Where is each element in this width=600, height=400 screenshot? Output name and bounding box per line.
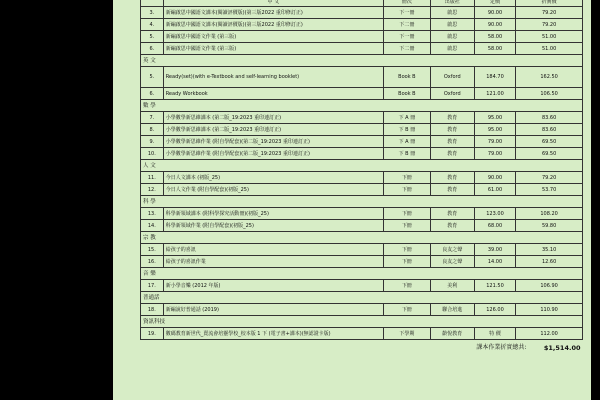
book-number: 13. [141,208,164,220]
book-row [141,220,583,232]
book-volume: 下冊 [384,220,431,232]
book-number: 3. [141,7,164,19]
book-number: 6. [141,43,164,55]
book-price: 39.00 [474,244,515,256]
book-volume: 下冊 [384,244,431,256]
book-publisher: 教育 [430,172,474,184]
section-title: 人 文 [141,160,583,172]
section-header-row [141,268,583,280]
book-title: 科學新領域作業 (附自學配套)(初版_25) [163,220,383,232]
book-row [141,67,583,88]
book-number: 12. [141,184,164,196]
book-volume: 下冊 [384,256,431,268]
book-net-price: 51.00 [516,43,583,55]
book-publisher: 教育 [430,112,474,124]
book-net-price: 59.80 [516,220,583,232]
section-title: 英 文 [141,55,583,67]
book-volume: 下冊 [384,172,431,184]
book-net-price: 110.90 [516,304,583,316]
book-title: 小學數學新思維作業 (附自學配套)(第二版_19:2023 重印連訂正) [163,148,383,160]
book-title: 新小學音樂 (2012 年版) [163,280,383,292]
book-row [141,256,583,268]
book-volume: 下 A 冊 [384,136,431,148]
book-number: 7. [141,112,164,124]
book-volume: 下冊 [384,280,431,292]
book-net-price: 69.50 [516,136,583,148]
book-row [141,172,583,184]
section-header-row [141,292,583,304]
book-row [141,112,583,124]
book-price: 95.00 [474,124,515,136]
book-publisher: Oxford [430,88,474,100]
book-price: 95.00 [474,112,515,124]
book-price: 79.00 [474,136,515,148]
book-number: 15. [141,244,164,256]
book-row [141,7,583,19]
book-publisher: 教育 [430,148,474,160]
book-title: 新編啟思中國語文課本(閱讀評價版)(第三版2022 重印修訂正) [163,19,383,31]
book-number: 18. [141,304,164,316]
booklist-body [141,7,583,340]
book-row [141,31,583,43]
header-net-price: 折實價 [516,0,583,7]
book-price: 58.00 [474,43,515,55]
book-net-price: 79.20 [516,7,583,19]
book-price: 68.00 [474,220,515,232]
book-row [141,244,583,256]
book-row [141,208,583,220]
book-number: 4. [141,19,164,31]
book-title: Ready(set)(with e-Textbook and self-learning booklet) [163,67,383,88]
book-price: 61.00 [474,184,515,196]
book-row [141,136,583,148]
book-title: 小學數學新思維課本 (第二版_19:2023 重印連訂正) [163,124,383,136]
book-net-price: 79.20 [516,172,583,184]
book-net-price: 35.10 [516,244,583,256]
section-title: 科 學 [141,196,583,208]
book-publisher: Oxford [430,67,474,88]
book-publisher: 教育 [430,220,474,232]
book-volume: 下一冊 [384,31,431,43]
book-number: 5. [141,67,164,88]
book-publisher: 啟思 [430,43,474,55]
total-label: 課本作業折實總共: [476,344,527,351]
book-net-price: 108.20 [516,208,583,220]
book-title: 今日人文課本 (初版_25) [163,172,383,184]
book-net-price: 12.60 [516,256,583,268]
book-publisher: 良友之聲 [430,244,474,256]
book-title: 給孩子的喜訊作業 [163,256,383,268]
book-number: 11. [141,172,164,184]
book-title: 新編啟思中國語文課本(閱讀評價版)(第三版2022 重印修訂正) [163,7,383,19]
book-price: 121.50 [474,280,515,292]
book-net-price: 83.60 [516,124,583,136]
section-title: 音 樂 [141,268,583,280]
book-number: 16. [141,256,164,268]
book-row [141,280,583,292]
book-volume: 下二冊 [384,19,431,31]
book-row [141,184,583,196]
book-publisher: 啟思 [430,31,474,43]
section-title: 普通話 [141,292,583,304]
book-net-price: 112.00 [516,328,583,340]
book-price: 90.00 [474,19,515,31]
book-publisher: 美利 [430,280,474,292]
section-header-row [141,196,583,208]
book-net-price: 53.70 [516,184,583,196]
book-title: 新編啟思中國語文作業 (第三版) [163,43,383,55]
book-title: 數碼教育新世代_賣流會培靈學校_校本版 1 下 (電子書+課本)(無認證卡版) [163,328,383,340]
book-publisher: 聯合培進 [430,304,474,316]
book-net-price: 83.60 [516,112,583,124]
book-volume: 下學期 [384,328,431,340]
total-row [141,340,583,357]
section-header-row [141,232,583,244]
book-title: 今日人文作業 (附自學配套)(初版_25) [163,184,383,196]
section-header-row [141,100,583,112]
book-number: 19. [141,328,164,340]
book-row [141,43,583,55]
book-row [141,88,583,100]
book-publisher: 教育 [430,184,474,196]
book-price: 79.00 [474,148,515,160]
book-number: 10. [141,148,164,160]
book-number: 14. [141,220,164,232]
book-title: 小學數學新思維作業 (附自學配套)(第二版_19:2023 重印連訂正) [163,136,383,148]
book-price: 58.00 [474,31,515,43]
total-amount: $1,514.00 [543,344,581,352]
book-row [141,148,583,160]
book-net-price: 162.50 [516,67,583,88]
book-volume: 下 B 冊 [384,124,431,136]
book-row [141,19,583,31]
header-subject: 中 文 [163,0,383,7]
book-volume: 下 B 冊 [384,148,431,160]
book-price: 121.00 [474,88,515,100]
booklist-page [113,0,591,400]
book-volume: 下冊 [384,184,431,196]
book-number: 6. [141,88,164,100]
section-header-row [141,55,583,67]
header-price: 定價 [474,0,515,7]
booklist-table [140,0,583,356]
book-price: 184.70 [474,67,515,88]
book-volume: Book B [384,88,431,100]
section-title: 資訊科技 [141,316,583,328]
section-title: 宗 教 [141,232,583,244]
book-publisher: 教育 [430,208,474,220]
book-price: 14.00 [474,256,515,268]
book-net-price: 106.50 [516,88,583,100]
book-row [141,328,583,340]
book-volume: 下冊 [384,208,431,220]
section-header-row [141,316,583,328]
book-net-price: 51.00 [516,31,583,43]
book-number: 17. [141,280,164,292]
book-net-price: 69.50 [516,148,583,160]
book-price: 126.00 [474,304,515,316]
book-title: Ready Workbook [163,88,383,100]
book-price: 123.00 [474,208,515,220]
section-title: 數 學 [141,100,583,112]
header-publisher: 出版社 [430,0,474,7]
book-publisher: 啟思 [430,7,474,19]
book-volume: 下冊 [384,304,431,316]
book-number: 5. [141,31,164,43]
book-volume: 下 A 冊 [384,112,431,124]
book-publisher: 教育 [430,136,474,148]
book-publisher: 教育 [430,124,474,136]
book-title: 新編說好普通話 (2019) [163,304,383,316]
book-title: 科學新領域課本 (附科學探究活動冊)(初版_25) [163,208,383,220]
book-row [141,124,583,136]
book-number: 9. [141,136,164,148]
book-net-price: 106.90 [516,280,583,292]
book-publisher: 良友之聲 [430,256,474,268]
book-volume: 下一冊 [384,7,431,19]
header-volume: 冊次 [384,0,431,7]
book-volume: 下二冊 [384,43,431,55]
book-price: 90.00 [474,7,515,19]
section-header-row [141,160,583,172]
book-price: 特 價 [474,328,515,340]
book-price: 90.00 [474,172,515,184]
book-title: 給孩子的喜訊 [163,244,383,256]
book-title: 新編啟思中國語文作業 (第三版) [163,31,383,43]
book-volume: Book B [384,67,431,88]
book-row [141,304,583,316]
book-net-price: 79.20 [516,19,583,31]
book-number: 8. [141,124,164,136]
book-title: 小學數學新思維課本 (第二版_19:2023 重印連訂正) [163,112,383,124]
book-publisher: 齡悅教育 [430,328,474,340]
book-publisher: 啟思 [430,19,474,31]
